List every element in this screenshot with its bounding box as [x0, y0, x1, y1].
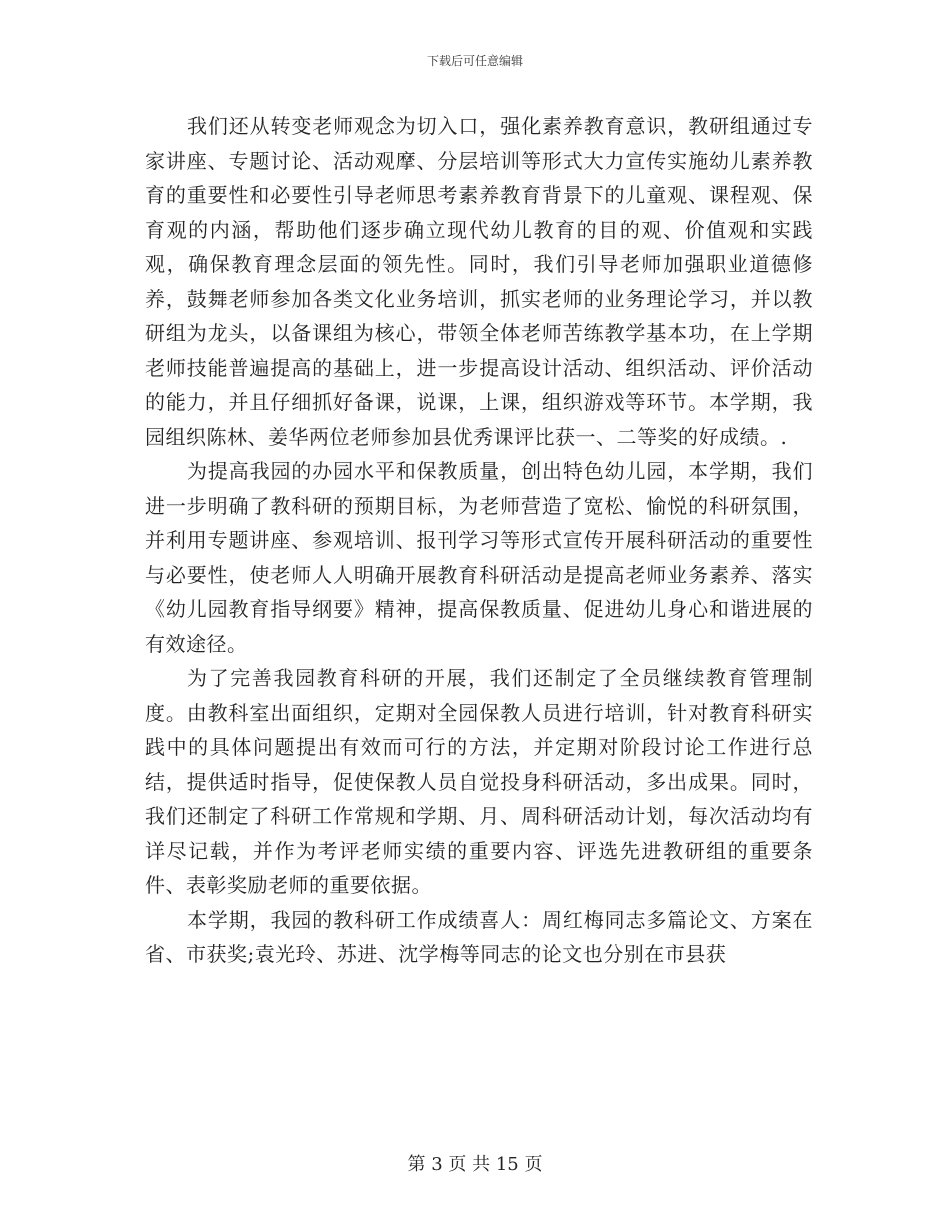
- paragraph: 为提高我园的办园水平和保教质量，创出特色幼儿园，本学期，我们进一步明确了教科研的预期目标，为老师营造了宽松、愉悦的科研氛围，并利用专题讲座、参观培训、报刊学习等形式宣传开展科研活动的重要性与必要性，使老师人人明确开展教育科研活动是提高老师业务素养、落实《幼儿园教育指导纲要》精神，提高保教质量、促进幼儿身心和谐进展的有效途径。: [145, 459, 813, 656]
- document-body: [145, 109, 813, 972]
- paragraph: 本学期，我园的教科研工作成绩喜人：周红梅同志多篇论文、方案在省、市获奖;袁光玲、苏进、沈学梅等同志的论文也分别在市县获: [145, 907, 813, 966]
- paragraph: 我们还从转变老师观念为切入口，强化素养教育意识，教研组通过专家讲座、专题讨论、活动观摩、分层培训等形式大力宣传实施幼儿素养教育的重要性和必要性引导老师思考素养教育背景下的儿童观、课程观、保育观的内涵，帮助他们逐步确立现代幼儿教育的目的观、价值观和实践观，确保教育理念层面的领先性。同时，我们引导老师加强职业道德修养，鼓舞老师参加各类文化业务培训，抓实老师的业务理论学习，并以教研组为龙头，以备课组为核心，带领全体老师苦练教学基本功，在上学期老师技能普遍提高的基础上，进一步提高设计活动、组织活动、评价活动的能力，并且仔细抓好备课，说课，上课，组织游戏等环节。本学期，我园组织陈林、姜华两位老师参加县优秀课评比获一、二等奖的好成绩。.: [145, 114, 813, 449]
- paragraph: 为了完善我园教育科研的开展，我们还制定了全员继续教育管理制度。由教科室出面组织，定期对全园保教人员进行培训，针对教育科研实践中的具体问题提出有效而可行的方法，并定期对阶段讨论工作进行总结，提供适时指导，促使保教人员自觉投身科研活动，多出成果。同时，我们还制定了科研工作常规和学期、月、周科研活动计划，每次活动均有详尽记载，并作为考评老师实绩的重要内容、评选先进教研组的重要条件、表彰奖励老师的重要依据。: [145, 666, 813, 897]
- page-number: 第 3 页 共 15 页: [407, 1154, 543, 1175]
- page-header: 下载后可任意编辑: [426, 54, 523, 68]
